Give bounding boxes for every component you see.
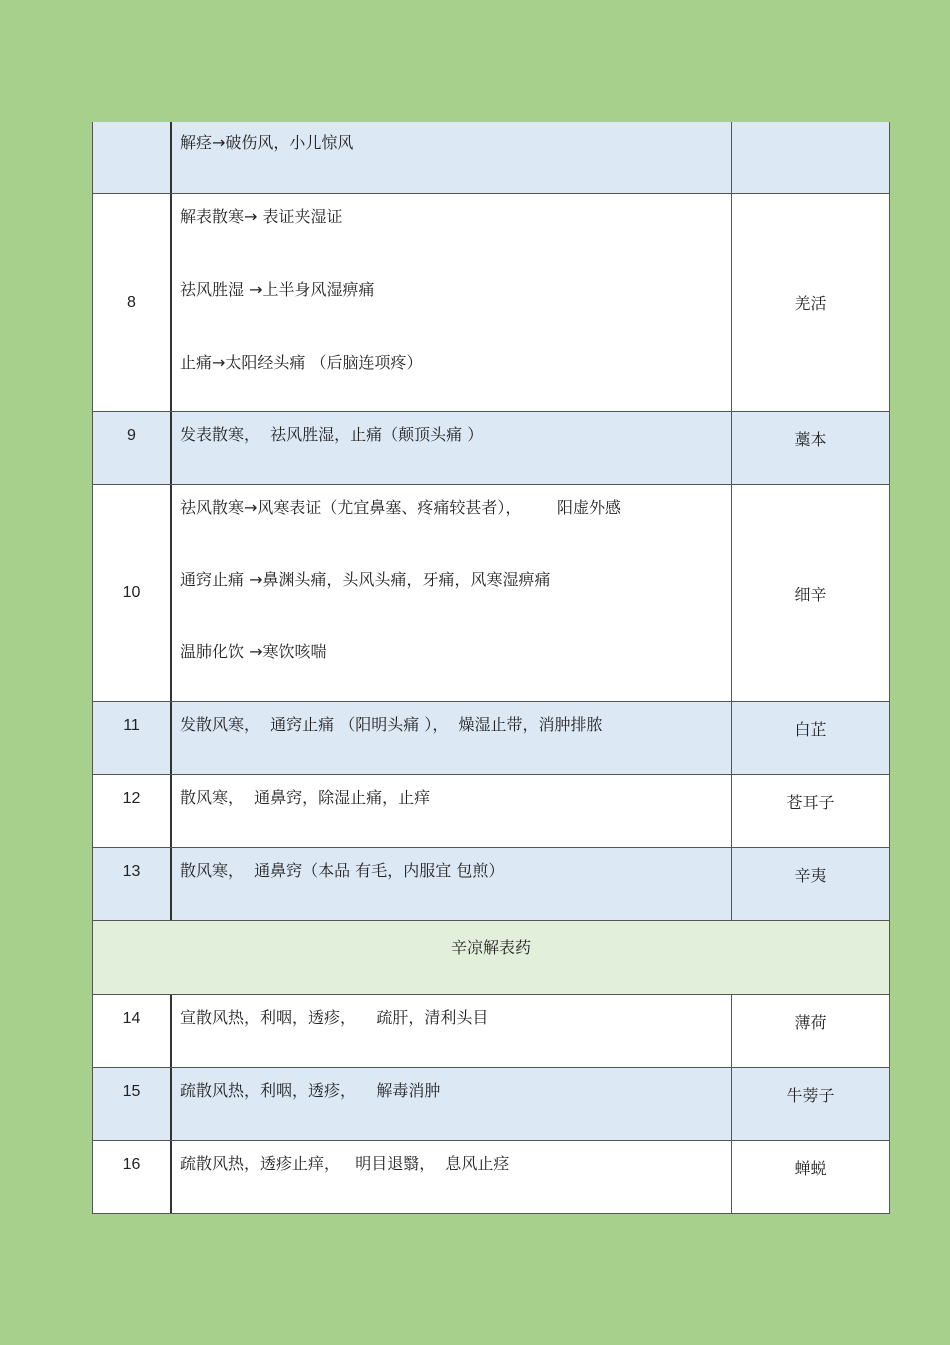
description-line: 疏散风热，透疹止痒， 明目退翳， 息风止痉 — [180, 1154, 510, 1173]
description-line: 散风寒， 通鼻窍，除湿止痛，止痒 — [180, 788, 431, 807]
row-number: 10 — [92, 485, 172, 701]
herb-name: 辛夷 — [732, 848, 890, 920]
row-number: 9 — [92, 412, 172, 484]
row-number: 12 — [92, 775, 172, 847]
table-row — [92, 995, 890, 1068]
row-number: 15 — [92, 1068, 172, 1140]
row-description — [172, 1068, 732, 1140]
description-line: 疏散风热，利咽，透疹， 解毒消肿 — [180, 1081, 441, 1100]
herb-name: 羌活 — [732, 194, 890, 411]
herb-name — [732, 122, 890, 193]
row-description — [172, 995, 732, 1067]
description-line: 解表散寒→ 表证夹湿证 — [180, 207, 343, 226]
table-row — [92, 122, 890, 194]
row-number — [92, 122, 172, 193]
table-row — [92, 194, 890, 412]
row-description — [172, 194, 732, 411]
row-number: 11 — [92, 702, 172, 774]
table-row — [92, 848, 890, 921]
row-description — [172, 848, 732, 920]
row-description — [172, 122, 732, 193]
table-row — [92, 412, 890, 485]
herb-name: 苍耳子 — [732, 775, 890, 847]
table-row — [92, 775, 890, 848]
row-number: 14 — [92, 995, 172, 1067]
description-line: 祛风胜湿 →上半身风湿痹痛 — [180, 280, 375, 299]
herb-name: 牛蒡子 — [732, 1068, 890, 1140]
description-line: 发表散寒， 祛风胜湿，止痛（颠顶头痛 ） — [180, 425, 484, 444]
row-description — [172, 775, 732, 847]
description-line: 宣散风热，利咽，透疹， 疏肝，清利头目 — [180, 1008, 489, 1027]
table-row — [92, 1068, 890, 1141]
row-description — [172, 412, 732, 484]
description-line: 解痉→破伤风，小儿惊风 — [180, 133, 354, 152]
row-description — [172, 485, 732, 701]
herb-table — [92, 122, 890, 1214]
section-title: 辛凉解表药 — [92, 921, 890, 994]
table-row — [92, 1141, 890, 1214]
row-number: 16 — [92, 1141, 172, 1213]
row-description — [172, 702, 732, 774]
table-row — [92, 485, 890, 702]
herb-name: 薄荷 — [732, 995, 890, 1067]
herb-name: 蝉蜕 — [732, 1141, 890, 1213]
herb-name: 藁本 — [732, 412, 890, 484]
row-description — [172, 1141, 732, 1213]
description-line: 温肺化饮 →寒饮咳喘 — [180, 642, 327, 661]
description-line: 通窍止痛 →鼻渊头痛，头风头痛，牙痛，风寒湿痹痛 — [180, 570, 551, 589]
herb-name: 细辛 — [732, 485, 890, 701]
section-header-row — [92, 921, 890, 995]
row-number: 8 — [92, 194, 172, 411]
row-number: 13 — [92, 848, 172, 920]
description-line: 祛风散寒→风寒表证（尤宜鼻塞、疼痛较甚者）， 阳虚外感 — [180, 498, 622, 517]
description-line: 发散风寒， 通窍止痛 （阳明头痛 ）， 燥湿止带，消肿排脓 — [180, 715, 603, 734]
description-line: 止痛→太阳经头痛 （后脑连项疼） — [180, 353, 423, 372]
description-line: 散风寒， 通鼻窍（本品 有毛，内服宜 包煎） — [180, 861, 505, 880]
herb-name: 白芷 — [732, 702, 890, 774]
table-row — [92, 702, 890, 775]
